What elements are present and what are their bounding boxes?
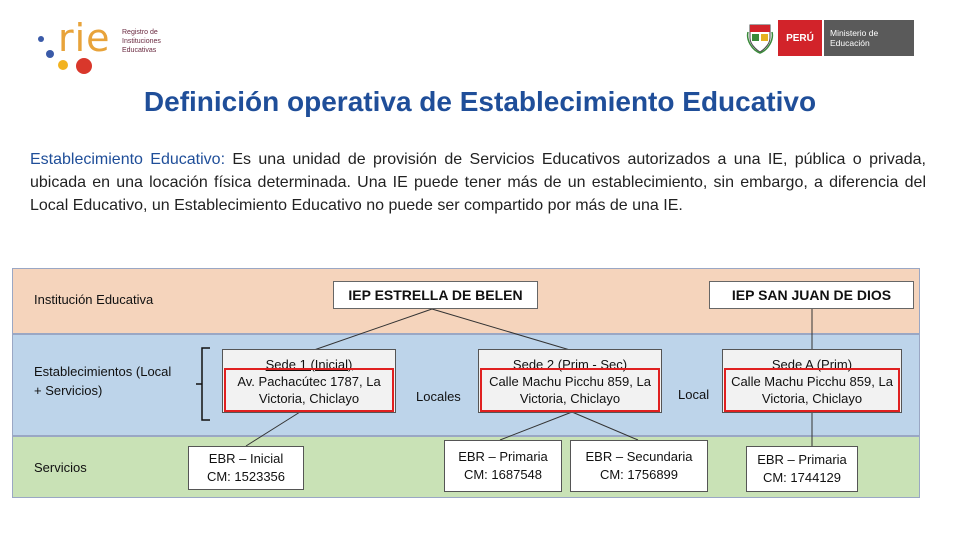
row-label-servicios: Servicios — [34, 460, 87, 475]
address-highlight — [724, 368, 900, 412]
connector-line — [572, 412, 638, 440]
ie-box-estrella-de-belen — [333, 281, 538, 309]
sede-address: Calle Machu Picchu 859, La Victoria, Chiclayo — [731, 373, 893, 406]
sede-address: Calle Machu Picchu 859, La Victoria, Chiclayo — [489, 373, 651, 406]
connector-line — [314, 309, 432, 350]
ie-name: IEP ESTRELLA DE BELEN — [348, 286, 523, 303]
service-box — [444, 440, 562, 492]
ie-box-san-juan-de-dios — [709, 281, 914, 309]
connector-line — [500, 412, 572, 440]
service-level: EBR – Secundaria — [585, 449, 693, 464]
address-highlight — [480, 368, 660, 412]
ministry-label: Ministerio de Educación — [824, 20, 914, 56]
service-cm: CM: 1744129 — [762, 470, 842, 485]
sede-name: Sede 2 (Prim - Sec) — [512, 356, 628, 372]
service-box — [570, 440, 708, 492]
definition-term: Establecimiento Educativo: — [30, 151, 226, 168]
row-label-institucion: Institución Educativa — [34, 292, 154, 307]
connector-line — [432, 309, 570, 350]
service-cm: CM: 1756899 — [599, 467, 679, 482]
service-cm: CM: 1687548 — [463, 467, 543, 482]
connector-line — [246, 412, 300, 446]
service-box — [746, 446, 858, 492]
page-title: Definición operativa de Establecimiento Educativo — [143, 86, 817, 117]
sede-address: Av. Pachacútec 1787, La Victoria, Chiclayo — [237, 373, 381, 406]
definition-text: Es una unidad de provisión de Servicios Educativos autorizados a una IE, pública o privada, ubicada en una locación física determinada. Una IE puede tener más de un establecimiento, sin embargo, a diferencia del Local Educativo, un Establecimiento Educativo no puede ser compartido por más de una IE. — [30, 151, 926, 214]
sede-name: Sede A (Prim) — [771, 356, 853, 372]
address-highlight — [224, 368, 394, 412]
rie-logo-subtitle: Registro de Instituciones Educativas — [122, 29, 161, 54]
peru-label: PERÚ — [778, 20, 822, 56]
local-label: Local — [678, 387, 710, 402]
ie-name: IEP SAN JUAN DE DIOS — [731, 286, 892, 303]
locales-label: Locales — [416, 389, 461, 404]
row-label-establecimientos: Establecimientos (Local + Servicios) — [34, 364, 172, 398]
service-level: EBR – Primaria — [757, 452, 847, 467]
service-level: EBR – Primaria — [458, 449, 548, 464]
rie-logo-text: rie — [58, 16, 111, 60]
bracket-icon — [202, 348, 210, 420]
sede-name: Sede 1 (Inicial) — [265, 356, 353, 372]
service-level: EBR – Inicial — [208, 451, 284, 466]
service-cm: CM: 1523356 — [206, 469, 286, 484]
service-box — [188, 446, 304, 490]
